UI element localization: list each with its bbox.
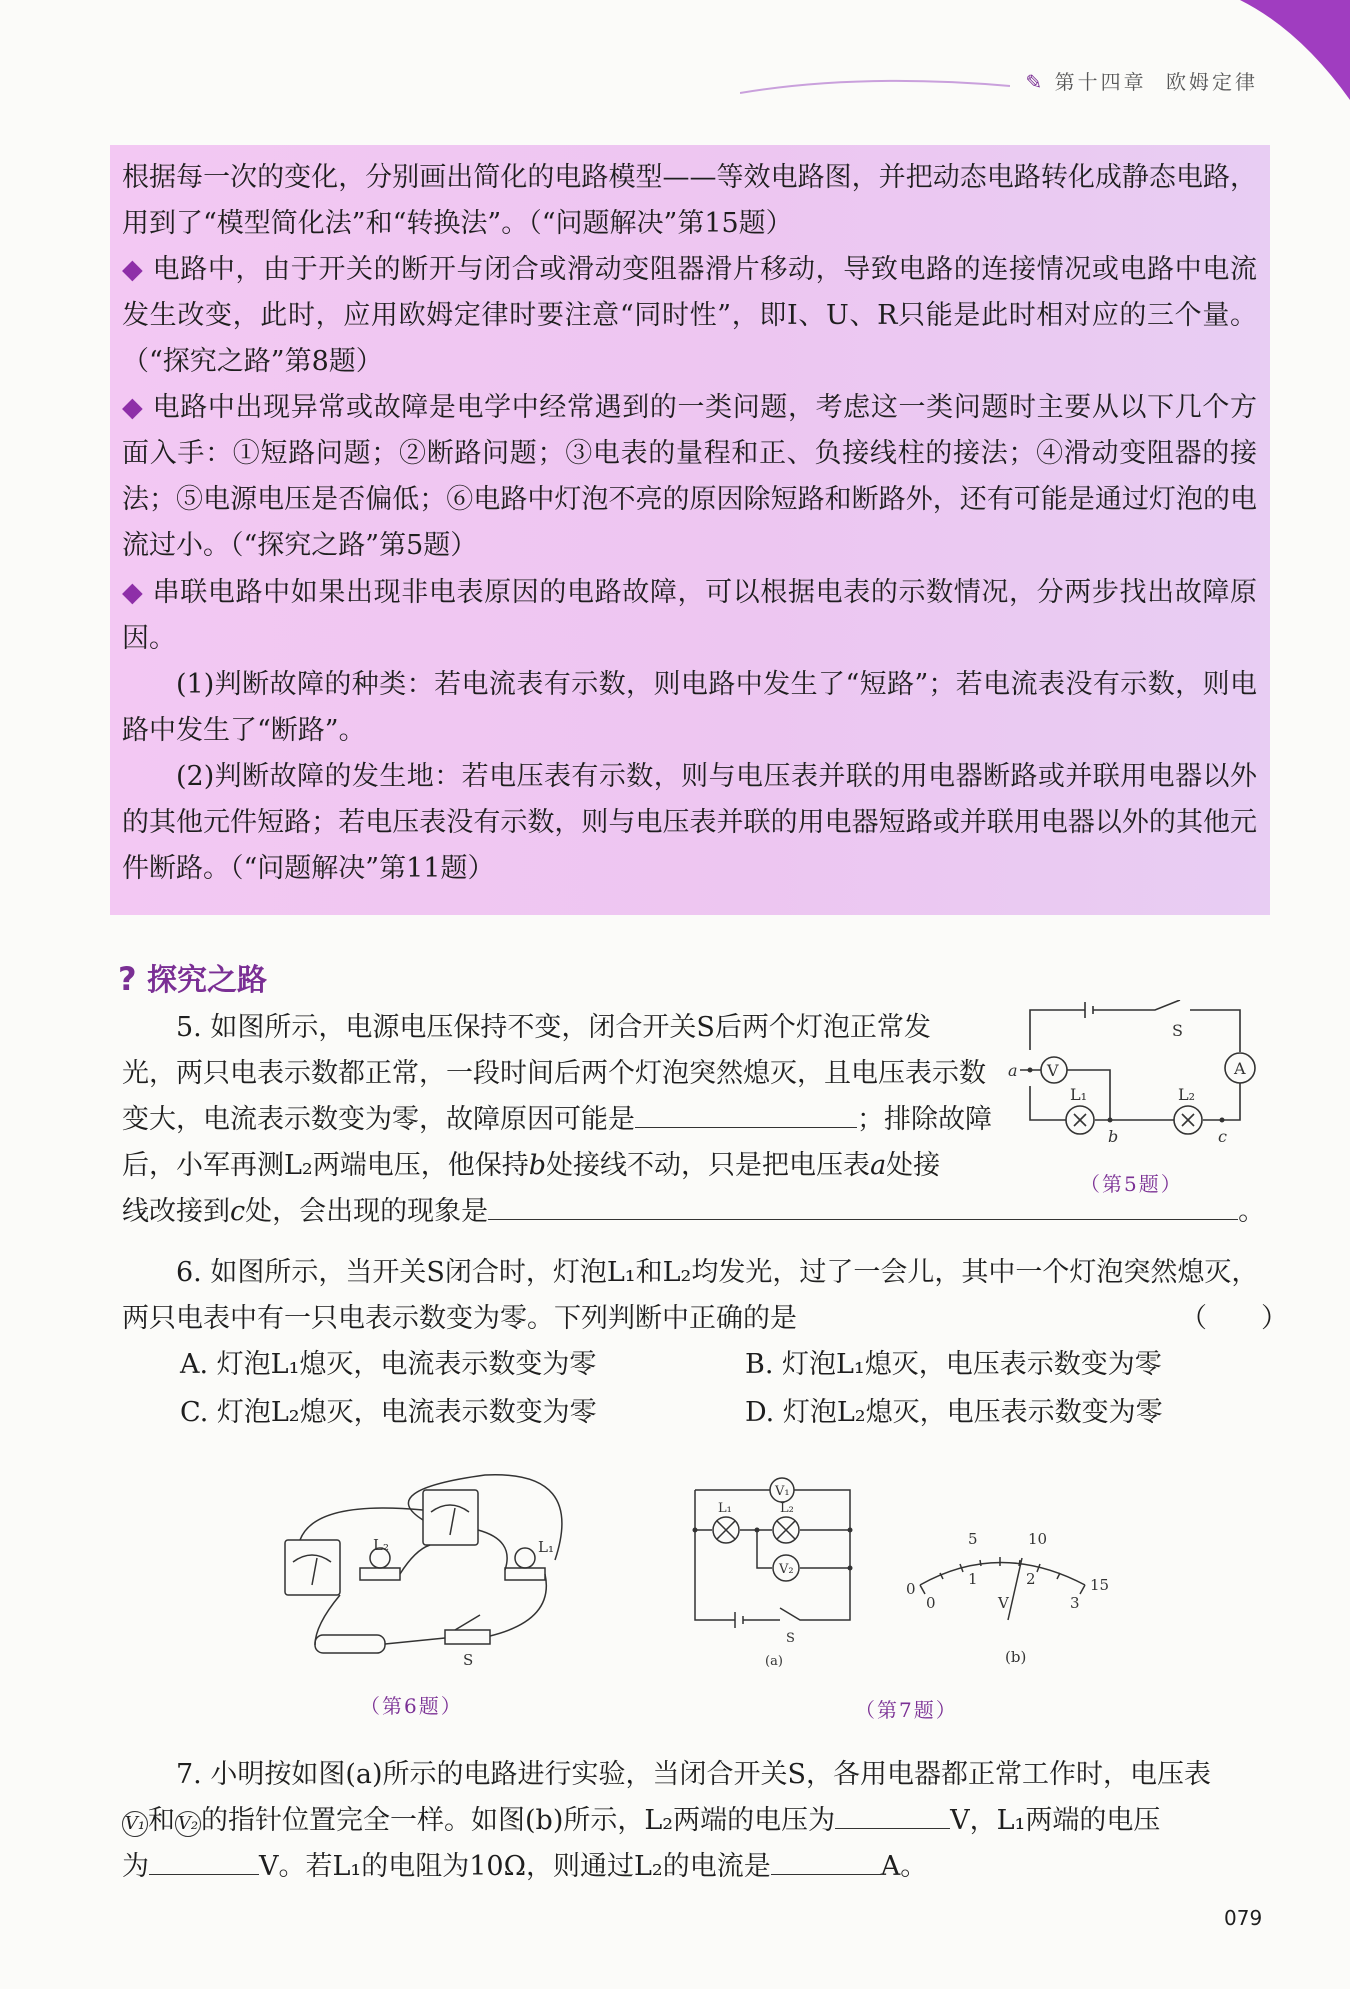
page-number: 079 [1224,1906,1263,1930]
section-title-text: 探究之路 [147,963,268,998]
summary-p1: 根据每一次的变化，分别画出简化的电路模型——等效电路图，并把动态电路转化成静态电路，用到了“模型简化法”和“转换法”。（“问题解决”第15题） [122,162,1257,239]
q6-line2: 两只电表中有一只电表示数变为零。下列判断中正确的是 [122,1303,797,1334]
q5-l2: L₂ [284,1150,313,1181]
pen-icon: ✎ [1025,70,1046,94]
q5-c: c [230,1196,246,1227]
header-swoosh [740,78,1010,98]
fig6-label-l2: L₂ [373,1536,389,1554]
fig7b-unit: V [998,1594,1009,1612]
fig7a-label-l2: L₂ [780,1501,794,1516]
fig7b-tick-0: 0 [906,1580,916,1598]
q5-line4-b: 两端电压，他保持 [312,1150,529,1181]
q5-b: b [528,1150,547,1181]
q6-apparatus-figure [255,1470,575,1670]
section-title [118,955,267,999]
fig7a-label-v1: V₁ [775,1484,790,1499]
fig7b-tick-10: 10 [1028,1530,1048,1548]
q7-line3 [122,1844,927,1890]
q7-line2-c: V，L₁两端的电压 [950,1805,1161,1836]
fig6-label-l1: L₁ [538,1538,554,1556]
q7-line3-b: V。若L₁的电阻为10Ω，则通过L₂的电流是 [259,1851,771,1882]
q5-line1: 5. 如图所示，电源电压保持不变，闭合开关S后两个灯泡正常发 [176,1012,931,1043]
q6-line1: 6. 如图所示，当开关S闭合时，灯泡L₁和L₂均发光，过了一会儿，其中一个灯泡突然熄灭， [176,1257,1259,1288]
summary-p5: (1)判断故障的种类：若电流表有示数，则电路中发生了“短路”；若电流表没有示数，则电路中发生了“断路”。 [122,669,1257,746]
fig7a-label-l1: L₁ [718,1501,732,1516]
summary-p4-text: 串联电路中如果出现非电表原因的电路故障，可以根据电表的示数情况，分两步找出故障原因。 [122,577,1257,654]
q6-option-d[interactable]: D. 灯泡L₂熄灭，电压表示数变为零 [745,1397,1163,1428]
q7-voltmeter-figure-b [900,1520,1120,1670]
v2-meter-symbol: V₂ [175,1811,201,1837]
q7-blank-1[interactable] [835,1798,950,1829]
q7-circuit-figure-a [690,1470,870,1670]
fig5-label-v: V [1047,1061,1059,1080]
summary-p4 [122,570,1257,662]
fig5-label-s: S [1172,1021,1183,1040]
q5-blank-1[interactable] [635,1097,857,1128]
fig7b-scale-2: 2 [1026,1570,1036,1588]
summary-p3-text: 电路中出现异常或故障是电学中经常遇到的一类问题，考虑这一类问题时主要从以下几个方面入手：①短路问题；②断路问题；③电表的量程和正、负接线柱的接法；④滑动变阻器的接法；⑤电源电压是否偏低；⑥电路中灯泡不亮的原因除短路和断路外，还有可能是通过灯泡的电流过小。（“探究之路”第5题） [122,392,1257,561]
q5-line2: 光，两只电表示数都正常，一段时间后两个灯泡突然熄灭，且电压表示数 [122,1058,986,1089]
q5-line4 [122,1143,940,1189]
diamond-icon: ◆ [122,254,144,285]
q5-line4-d: 处接 [886,1150,941,1181]
fig7b-scale-1: 1 [968,1570,978,1588]
q7-blank-3[interactable] [771,1844,881,1875]
fig5-label-pc: c [1218,1127,1227,1146]
q5-caption: （第5题） [1080,1172,1183,1196]
q6-caption: （第6题） [360,1694,463,1718]
fig5-label-l1: L₁ [1070,1085,1088,1104]
fig7b-scale-0: 0 [926,1594,936,1612]
fig5-label-pb: b [1108,1127,1119,1146]
fig7a-label-s: S [786,1631,795,1646]
q5-line5-a: 线改接到 [122,1196,230,1227]
q6-option-c[interactable]: C. 灯泡L₂熄灭，电流表示数变为零 [180,1397,597,1428]
chapter-title: 欧姆定律 [1166,70,1258,94]
q5-line3-text: 变大，电流表示数变为零，故障原因可能是 [122,1104,635,1135]
q5-line5-end: 。 [1238,1196,1266,1227]
fig6-label-s: S [463,1651,474,1669]
fig7a-label-v2: V₂ [779,1562,794,1577]
q5-line4-c: 处接线不动，只是把电压表 [546,1150,871,1181]
q7-blank-2[interactable] [149,1844,259,1875]
q7-caption: （第7题） [855,1698,958,1722]
q6-answer-bracket[interactable]: （ ） [1180,1303,1288,1334]
fig7b-tick-5: 5 [968,1530,978,1548]
question-mark-icon: ? [118,960,137,998]
chapter-number: 第十四章 [1054,70,1147,94]
fig7b-tick-15: 15 [1090,1576,1110,1594]
fig7a-label: (a) [765,1654,783,1669]
q7-line3-a: 为 [122,1851,149,1882]
chapter-header [1026,66,1258,95]
q6-option-b[interactable]: B. 灯泡L₁熄灭，电压表示数变为零 [745,1349,1162,1380]
q5-line3-tail: ；排除故障 [857,1104,992,1135]
summary-p2 [122,247,1257,385]
q5-line4-a: 后，小军再测 [122,1150,284,1181]
q7-line2-a: 和 [148,1805,175,1836]
summary-p6: (2)判断故障的发生地：若电压表有示数，则与电压表并联的用电器断路或并联用电器以外的其他元件短路；若电压表没有示数，则与电压表并联的用电器短路或并联用电器以外的其他元件断路。（“问题解决”第11题） [122,761,1257,884]
diamond-icon: ◆ [122,392,144,423]
q5-a: a [870,1150,887,1181]
summary-p3 [122,385,1257,569]
q7-line1: 7. 小明按如图(a)所示的电路进行实验，当闭合开关S，各用电器都正常工作时，电压表 [176,1759,1212,1790]
fig7b-scale-3: 3 [1070,1594,1080,1612]
diamond-icon: ◆ [122,577,144,608]
v1-meter-symbol: V₁ [122,1811,148,1837]
fig7b-label: (b) [1005,1648,1027,1666]
q5-line5-b: 处，会出现的现象是 [245,1196,489,1227]
q7-line2-b: 的指针位置完全一样。如图(b)所示，L₂两端的电压为 [201,1805,836,1836]
fig5-label-pa: a [1008,1061,1018,1080]
q6-option-a[interactable]: A. 灯泡L₁熄灭，电流表示数变为零 [180,1349,597,1380]
q5-circuit-figure [1000,1000,1270,1150]
q7-line3-c: A。 [880,1851,928,1882]
q7-line2 [122,1798,1160,1844]
q5-line3 [122,1097,992,1143]
summary-p2-text: 电路中，由于开关的断开与闭合或滑动变阻器滑片移动，导致电路的连接情况或电路中电流发生改变，此时，应用欧姆定律时要注意“同时性”，即I、U、R只能是此时相对应的三个量。（“探究之路”第8题） [122,254,1257,377]
fig5-label-a: A [1234,1059,1246,1078]
fig5-label-l2: L₂ [1178,1085,1196,1104]
